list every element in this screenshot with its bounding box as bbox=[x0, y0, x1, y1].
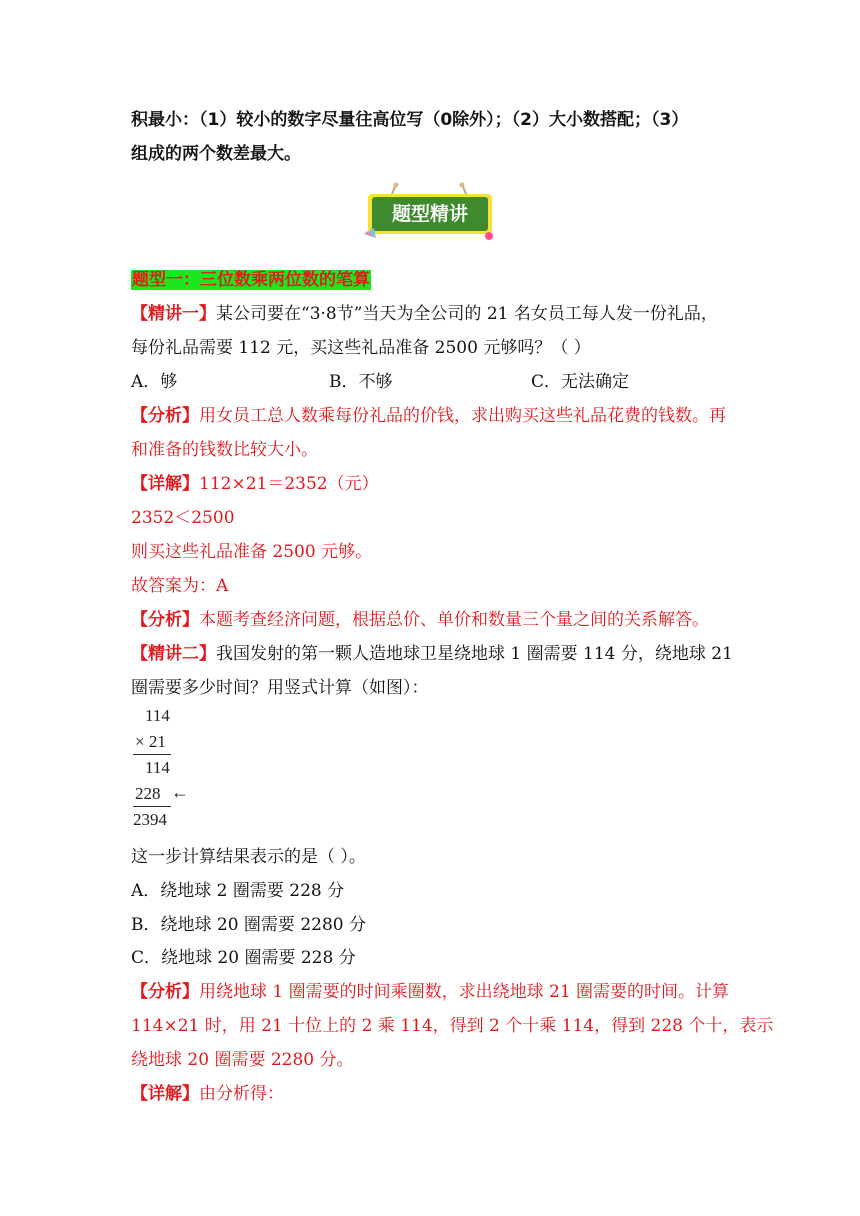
q1-line-2: 每份礼品需要 112 元，买这些礼品准备 2500 元够吗？（ ） bbox=[131, 338, 591, 358]
section-badge bbox=[362, 182, 498, 244]
q1-analysis-text-1: 用女员工总人数乘每份礼品的价钱，求出购买这些礼品花费的钱数。再 bbox=[199, 406, 726, 426]
q2-question: 这一步计算结果表示的是（ ）。 bbox=[131, 847, 366, 867]
q1-line-1 bbox=[131, 302, 718, 326]
q1-detail-line-1 bbox=[131, 472, 379, 496]
q1-answer: 故答案为：A bbox=[131, 576, 229, 596]
q1-detail-tag: 【详解】 bbox=[131, 474, 199, 494]
arrow-left-icon: ← bbox=[171, 782, 189, 802]
vcalc-row-3: 114 bbox=[145, 758, 170, 777]
q1-analysis-line-2: 和准备的钱数比较大小。 bbox=[131, 440, 318, 460]
badge-label: 题型精讲 bbox=[391, 203, 468, 225]
vertical-calculation bbox=[131, 706, 211, 836]
q1-analysis-tag: 【分析】 bbox=[131, 406, 199, 426]
q2-line-1 bbox=[131, 642, 733, 666]
q2-text-1: 我国发射的第一颗人造地球卫星绕地球 1 圈需要 114 分，绕地球 21 bbox=[216, 644, 733, 664]
q1-detail-line-3: 则买这些礼品准备 2500 元够。 bbox=[131, 542, 373, 562]
intro-line-2: 组成的两个数差最大。 bbox=[131, 144, 301, 164]
section-title bbox=[131, 268, 371, 292]
q2-option-a: A．绕地球 2 圈需要 228 分 bbox=[131, 881, 345, 901]
q1-detail-line-2: 2352＜2500 bbox=[131, 508, 235, 528]
q2-tag: 【精讲二】 bbox=[131, 644, 216, 664]
q1-analysis2 bbox=[131, 608, 709, 632]
q2-analysis-line-3: 绕地球 20 圈需要 2280 分。 bbox=[131, 1050, 354, 1070]
q1-option-b: B．不够 bbox=[329, 372, 393, 392]
q1-option-c: C．无法确定 bbox=[531, 372, 630, 392]
q1-detail-text-1: 112×21＝2352（元） bbox=[199, 474, 379, 494]
q2-detail-tag: 【详解】 bbox=[131, 1084, 199, 1104]
intro-line-1: 积最小：（1）较小的数字尽量往高位写（0除外）；（2）大小数搭配；（3） bbox=[131, 110, 689, 130]
vcalc-row-5: 2394 bbox=[133, 810, 167, 829]
q1-analysis2-tag: 【分析】 bbox=[131, 610, 199, 630]
q2-line-2: 圈需要多少时间？用竖式计算（如图）： bbox=[131, 678, 429, 698]
vcalc-row-1: 114 bbox=[145, 706, 170, 725]
q2-analysis-tag: 【分析】 bbox=[131, 982, 199, 1002]
vcalc-rule-1 bbox=[133, 754, 171, 755]
q2-analysis-line-2: 114×21 时，用 21 十位上的 2 乘 114，得到 2 个十乘 114，得到 228 个十，表示 bbox=[131, 1016, 774, 1036]
q1-option-a: A．够 bbox=[131, 372, 178, 392]
q1-tag: 【精讲一】 bbox=[131, 304, 216, 324]
q2-detail bbox=[131, 1082, 284, 1106]
q1-analysis2-text: 本题考查经济问题，根据总价、单价和数量三个量之间的关系解答。 bbox=[199, 610, 709, 630]
q1-text-1: 某公司要在“3·8节”当天为全公司的 21 名女员工每人发一份礼品， bbox=[216, 304, 718, 324]
q2-analysis-line-1 bbox=[131, 980, 729, 1004]
q2-option-c: C．绕地球 20 圈需要 228 分 bbox=[131, 948, 356, 968]
vcalc-row-2: × 21 bbox=[135, 732, 166, 751]
vcalc-row-4: 228 bbox=[135, 784, 161, 803]
q2-detail-text: 由分析得： bbox=[199, 1084, 284, 1104]
q2-option-b: B．绕地球 20 圈需要 2280 分 bbox=[131, 915, 367, 935]
q2-analysis-text-1: 用绕地球 1 圈需要的时间乘圈数，求出绕地球 21 圈需要的时间。计算 bbox=[199, 982, 730, 1002]
vcalc-rule-2 bbox=[133, 806, 171, 807]
section-title-text: 题型一：三位数乘两位数的笔算 bbox=[132, 270, 370, 290]
q1-analysis-line-1 bbox=[131, 404, 726, 428]
